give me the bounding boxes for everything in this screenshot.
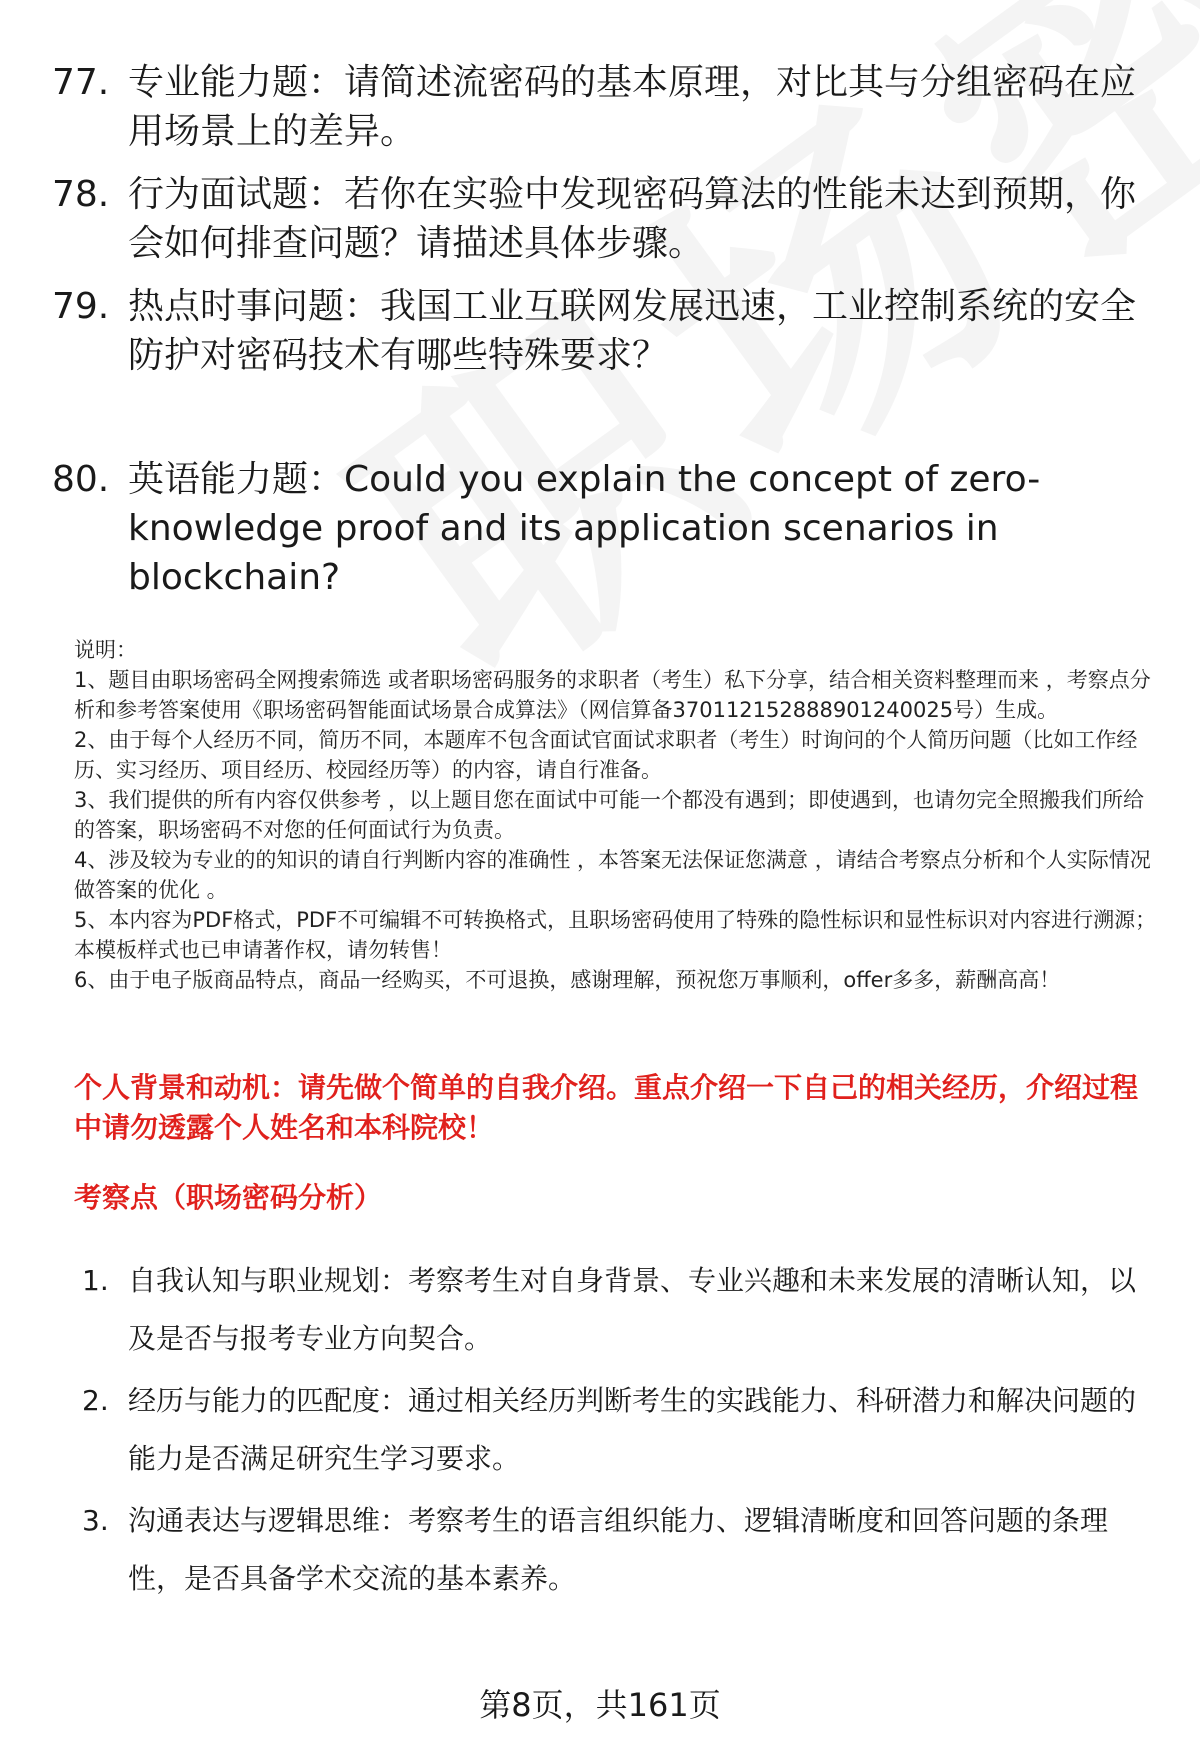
question-text: 英语能力题：Could you explain the concept of zero-knowledge proof and its application scenarios in blockchain?	[128, 459, 1041, 598]
list-item	[82, 1252, 1162, 1368]
question-text: 行为面试题：若你在实验中发现密码算法的性能未达到预期，你会如何排查问题？请描述具体步骤。	[128, 174, 1137, 264]
point-text: 沟通表达与逻辑思维：考察考生的语言组织能力、逻辑清晰度和回答问题的条理性，是否具备学术交流的基本素养。	[128, 1504, 1109, 1595]
note-item: 3、我们提供的所有内容仅供参考 ，以上题目您在面试中可能一个都没有遇到；即使遇到，也请勿完全照搬我们所给的答案，职场密码不对您的任何面试行为负责。	[74, 788, 1145, 842]
question-number: 77.	[52, 62, 110, 103]
point-number: 3.	[82, 1504, 109, 1537]
notes-heading: 说明：	[74, 638, 137, 662]
notes-block	[74, 635, 1164, 995]
analysis-points	[82, 1252, 1162, 1612]
question-78	[52, 170, 1152, 268]
question-79	[52, 282, 1152, 380]
section-subtitle: 考察点（职场密码分析）	[74, 1181, 383, 1214]
note-item: 5、本内容为PDF格式，PDF不可编辑不可转换格式，且职场密码使用了特殊的隐性标识和显性标识对内容进行溯源；本模板样式也已申请著作权，请勿转售！	[74, 908, 1157, 962]
question-80	[52, 455, 1152, 602]
note-item: 1、题目由职场密码全网搜索筛选 或者职场密码服务的求职者（考生）私下分享，结合相关资料整理而来 ，考察点分析和参考答案使用《职场密码智能面试场景合成算法》（网信算备370112152888901240025号）生成。	[74, 668, 1151, 722]
question-text: 专业能力题：请简述流密码的基本原理，对比其与分组密码在应用场景上的差异。	[128, 62, 1137, 152]
note-item: 4、涉及较为专业的的知识的请自行判断内容的准确性 ，本答案无法保证您满意 ，请结合考察点分析和个人实际情况做答案的优化 。	[74, 848, 1151, 902]
question-text: 热点时事问题：我国工业互联网发展迅速，工业控制系统的安全防护对密码技术有哪些特殊要求？	[128, 286, 1137, 376]
list-item	[82, 1372, 1162, 1488]
point-number: 2.	[82, 1384, 109, 1417]
page-footer: 第8页，共161页	[479, 1686, 721, 1724]
list-item	[82, 1492, 1162, 1608]
note-item: 6、由于电子版商品特点，商品一经购买，不可退换，感谢理解，预祝您万事顺利，offer多多，薪酬高高！	[74, 968, 1061, 992]
question-77	[52, 58, 1152, 156]
point-text: 经历与能力的匹配度：通过相关经历判断考生的实践能力、科研潜力和解决问题的能力是否满足研究生学习要求。	[128, 1384, 1137, 1475]
question-number: 78.	[52, 174, 110, 215]
question-number: 79.	[52, 286, 110, 327]
question-number: 80.	[52, 459, 110, 500]
point-number: 1.	[82, 1264, 109, 1297]
section-title: 个人背景和动机：请先做个简单的自我介绍。重点介绍一下自己的相关经历，介绍过程中请勿透露个人姓名和本科院校！	[74, 1071, 1139, 1144]
note-item: 2、由于每个人经历不同，简历不同，本题库不包含面试官面试求职者（考生）时询问的个人简历问题（比如工作经历、实习经历、项目经历、校园经历等）的内容，请自行准备。	[74, 728, 1138, 782]
point-text: 自我认知与职业规划：考察考生对自身背景、专业兴趣和未来发展的清晰认知，以及是否与报考专业方向契合。	[128, 1264, 1137, 1355]
